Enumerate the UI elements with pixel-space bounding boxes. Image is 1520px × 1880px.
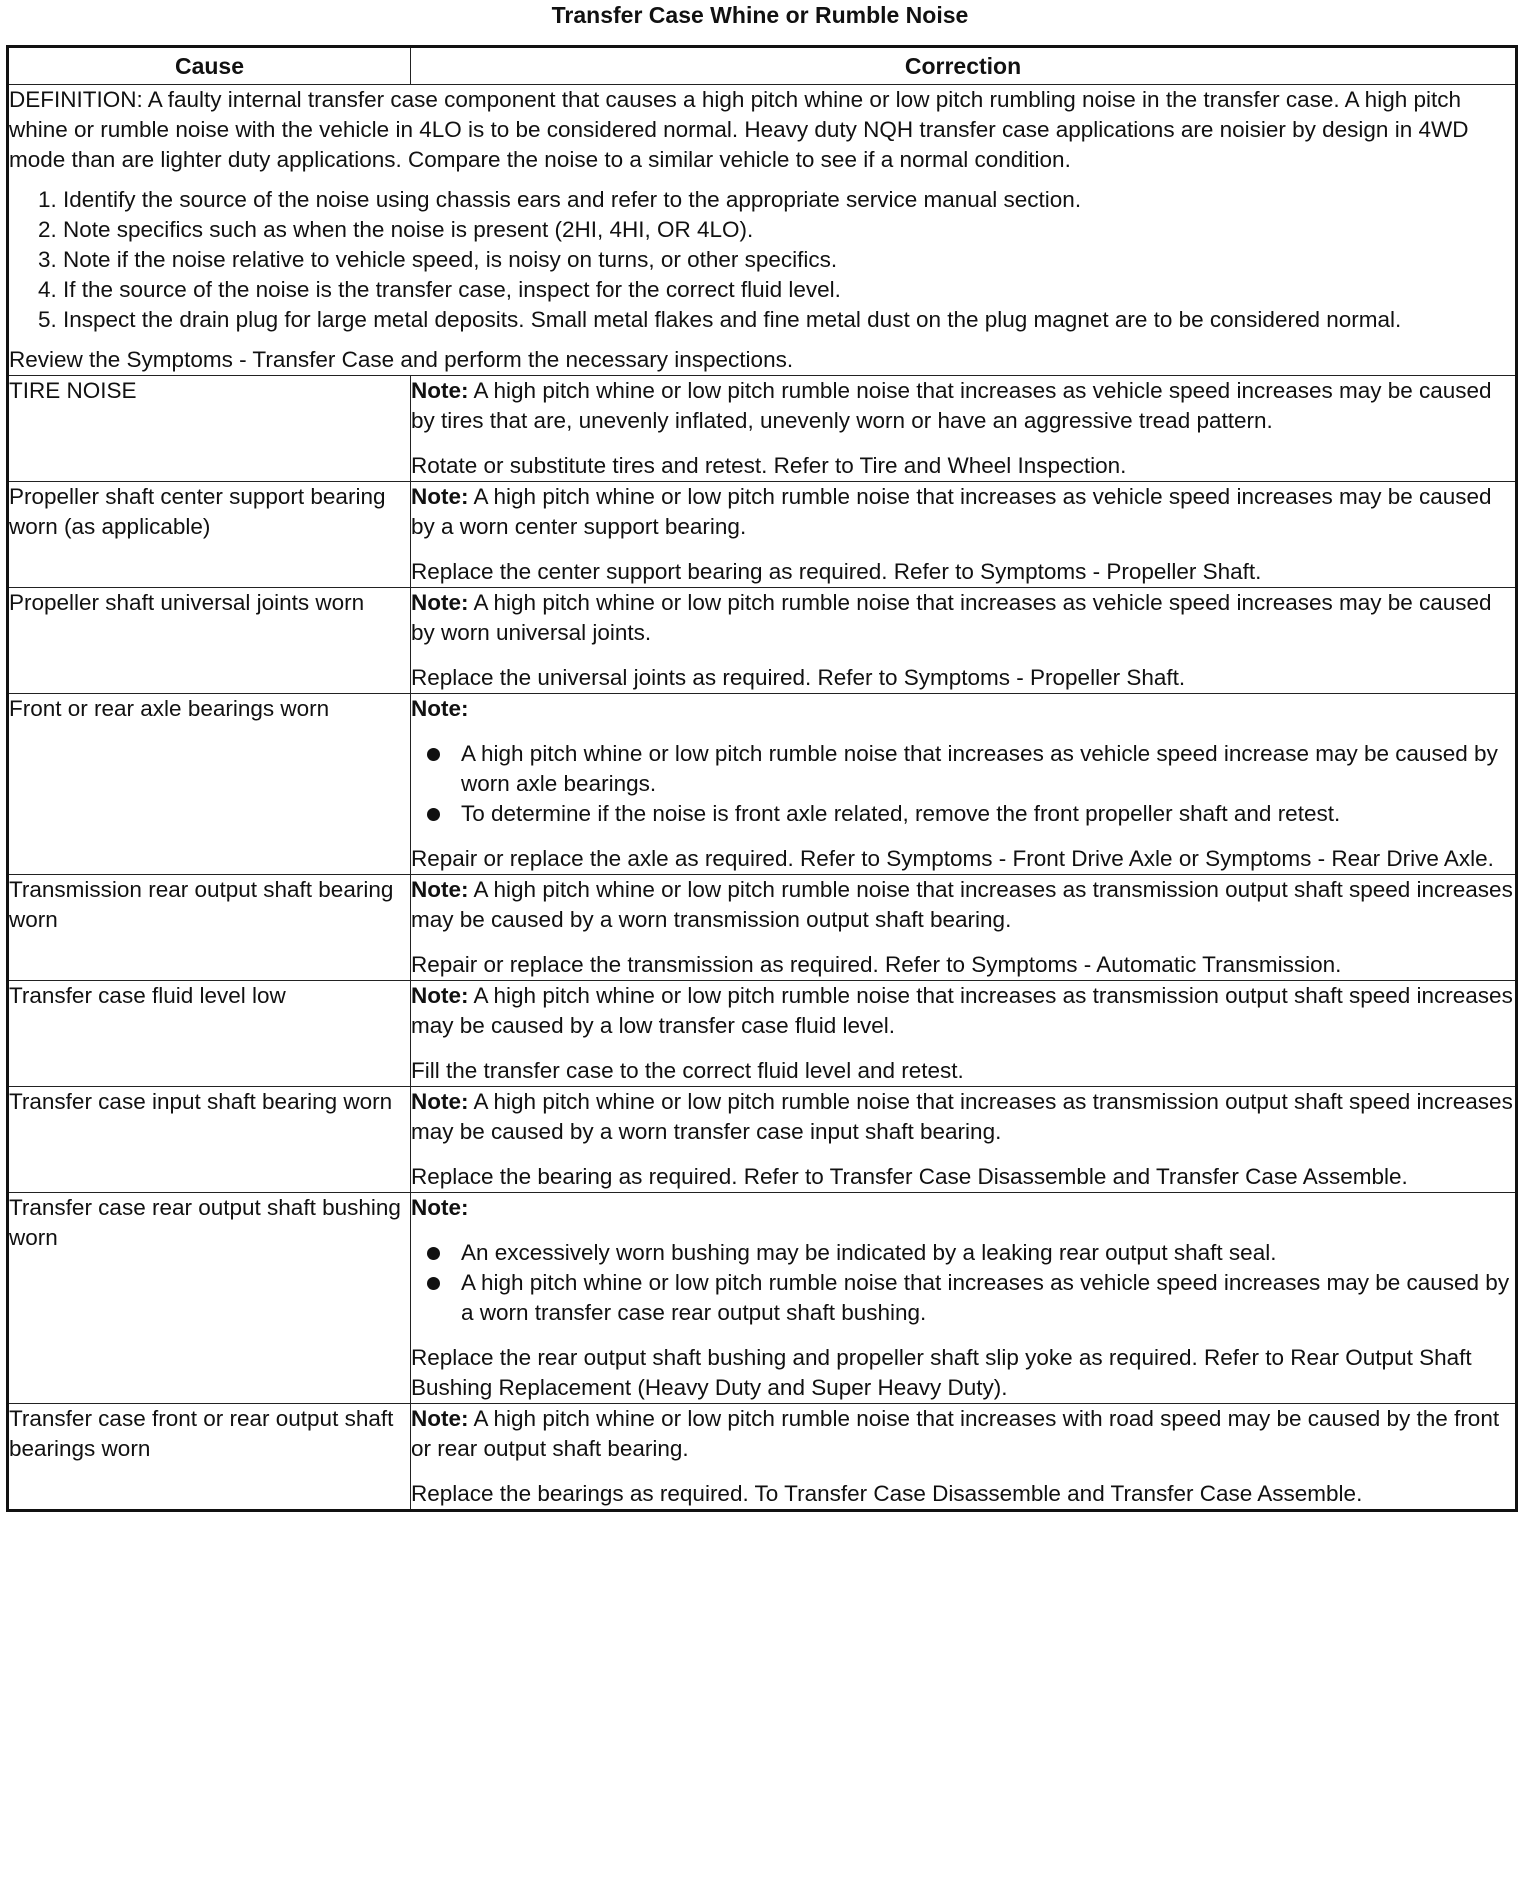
note-text: A high pitch whine or low pitch rumble noise that increases as vehicle speed increases may be caused by tires that are, unevenly inflated, unevenly worn or have an aggressive tread pattern. [411,378,1492,433]
table-row [8,694,1517,875]
inspection-step: 1. Identify the source of the noise using chassis ears and refer to the appropriate service manual section. [63,185,1515,215]
table-row [8,1193,1517,1404]
note-paragraph [411,981,1515,1041]
bullet-dot-icon [427,748,440,761]
definition-text: DEFINITION: A faulty internal transfer case component that causes a high pitch whine or low pitch rumbling noise in the transfer case. A high pitch whine or rumble noise with the vehicle in 4LO is to be considered normal. Heavy duty NQH transfer case applications are noisier by design in 4WD mode than are lighter duty applications. Compare the noise to a similar vehicle to see if a normal condition. [9,87,1469,172]
note-paragraph [411,1087,1515,1147]
cause-cell: Transfer case fluid level low [8,981,411,1087]
cause-cell: Transfer case rear output shaft bushing worn [8,1193,411,1404]
inspection-step: 5. Inspect the drain plug for large metal deposits. Small metal flakes and fine metal dust on the plug magnet are to be considered normal. [63,305,1515,335]
note-bullet-list [411,739,1515,829]
cause-cell: Propeller shaft universal joints worn [8,588,411,694]
note-label: Note: [411,696,469,721]
note-paragraph [411,588,1515,648]
correction-text: Replace the bearing as required. Refer to Transfer Case Disassemble and Transfer Case Assemble. [411,1164,1408,1189]
note-bullet-list [411,1238,1515,1328]
note-text: A high pitch whine or low pitch rumble noise that increases as transmission output shaft speed increases may be caused by a low transfer case fluid level. [411,983,1513,1038]
table-row [8,1404,1517,1511]
bullet-text: A high pitch whine or low pitch rumble noise that increases as vehicle speed increase may be caused by worn axle bearings. [461,741,1498,796]
note-paragraph [411,694,1515,724]
cause-cell: Transfer case front or rear output shaft bearings worn [8,1404,411,1511]
correction-cell [411,694,1517,875]
symptom-table [6,45,1518,1512]
definition-cell [8,85,1517,376]
note-text: A high pitch whine or low pitch rumble noise that increases as vehicle speed increases may be caused by worn universal joints. [411,590,1492,645]
table-row [8,482,1517,588]
correction-text: Repair or replace the axle as required. Refer to Symptoms - Front Drive Axle or Symptoms - Rear Drive Axle. [411,846,1494,871]
cause-cell: Transmission rear output shaft bearing worn [8,875,411,981]
table-row [8,376,1517,482]
header-row [8,47,1517,85]
cause-cell: Front or rear axle bearings worn [8,694,411,875]
note-text: A high pitch whine or low pitch rumble noise that increases as transmission output shaft speed increases may be caused by a worn transfer case input shaft bearing. [411,1089,1513,1144]
document-title: Transfer Case Whine or Rumble Noise [551,2,969,28]
correction-cell [411,588,1517,694]
correction-text: Replace the universal joints as required. Refer to Symptoms - Propeller Shaft. [411,665,1186,690]
note-paragraph [411,482,1515,542]
note-label: Note: [411,1195,469,1220]
note-label: Note: [411,590,469,615]
note-paragraph [411,376,1515,436]
table-row [8,875,1517,981]
note-bullet [427,1268,1515,1328]
correction-text: Rotate or substitute tires and retest. Refer to Tire and Wheel Inspection. [411,453,1127,478]
table-row [8,981,1517,1087]
note-paragraph [411,1193,1515,1223]
note-label: Note: [411,1406,469,1431]
correction-column-header: Correction [411,47,1517,85]
note-text: A high pitch whine or low pitch rumble noise that increases as vehicle speed increases may be caused by a worn center support bearing. [411,484,1492,539]
correction-cell [411,981,1517,1087]
correction-cell [411,1404,1517,1511]
note-text: A high pitch whine or low pitch rumble noise that increases with road speed may be caused by the front or rear output shaft bearing. [411,1406,1500,1461]
note-bullet [427,1238,1515,1268]
note-bullet [427,799,1515,829]
cause-cell: Transfer case input shaft bearing worn [8,1087,411,1193]
correction-text: Fill the transfer case to the correct fluid level and retest. [411,1058,964,1083]
note-label: Note: [411,378,469,403]
correction-text: Replace the rear output shaft bushing and propeller shaft slip yoke as required. Refer to Rear Output Shaft Bushing Replacement (Heavy Duty and Super Heavy Duty). [411,1345,1472,1400]
note-paragraph [411,1404,1515,1464]
bullet-dot-icon [427,1277,440,1290]
correction-text: Repair or replace the transmission as required. Refer to Symptoms - Automatic Transmission. [411,952,1342,977]
cause-cell: Propeller shaft center support bearing worn (as applicable) [8,482,411,588]
inspection-steps-list [9,185,1515,335]
correction-cell [411,1193,1517,1404]
note-text: A high pitch whine or low pitch rumble noise that increases as transmission output shaft speed increases may be caused by a worn transmission output shaft bearing. [411,877,1513,932]
bullet-text: To determine if the noise is front axle related, remove the front propeller shaft and retest. [461,801,1341,826]
note-bullet [427,739,1515,799]
definition-row [8,85,1517,376]
cause-column-header: Cause [8,47,411,85]
inspection-step: 4. If the source of the noise is the transfer case, inspect for the correct fluid level. [63,275,1515,305]
cause-cell: TIRE NOISE [8,376,411,482]
note-label: Note: [411,1089,469,1114]
review-text: Review the Symptoms - Transfer Case and perform the necessary inspections. [9,347,794,372]
correction-cell [411,1087,1517,1193]
correction-text: Replace the center support bearing as required. Refer to Symptoms - Propeller Shaft. [411,559,1262,584]
table-row [8,1087,1517,1193]
note-paragraph [411,875,1515,935]
bullet-dot-icon [427,808,440,821]
inspection-step: 3. Note if the noise relative to vehicle speed, is noisy on turns, or other specifics. [63,245,1515,275]
bullet-dot-icon [427,1247,440,1260]
correction-cell [411,482,1517,588]
table-row [8,588,1517,694]
note-label: Note: [411,484,469,509]
correction-cell [411,376,1517,482]
note-label: Note: [411,983,469,1008]
inspection-step: 2. Note specifics such as when the noise is present (2HI, 4HI, OR 4LO). [63,215,1515,245]
bullet-text: A high pitch whine or low pitch rumble noise that increases as vehicle speed increases may be caused by a worn transfer case rear output shaft bushing. [461,1270,1510,1325]
correction-cell [411,875,1517,981]
bullet-text: An excessively worn bushing may be indicated by a leaking rear output shaft seal. [461,1240,1277,1265]
correction-text: Replace the bearings as required. To Transfer Case Disassemble and Transfer Case Assemble. [411,1481,1363,1506]
note-label: Note: [411,877,469,902]
